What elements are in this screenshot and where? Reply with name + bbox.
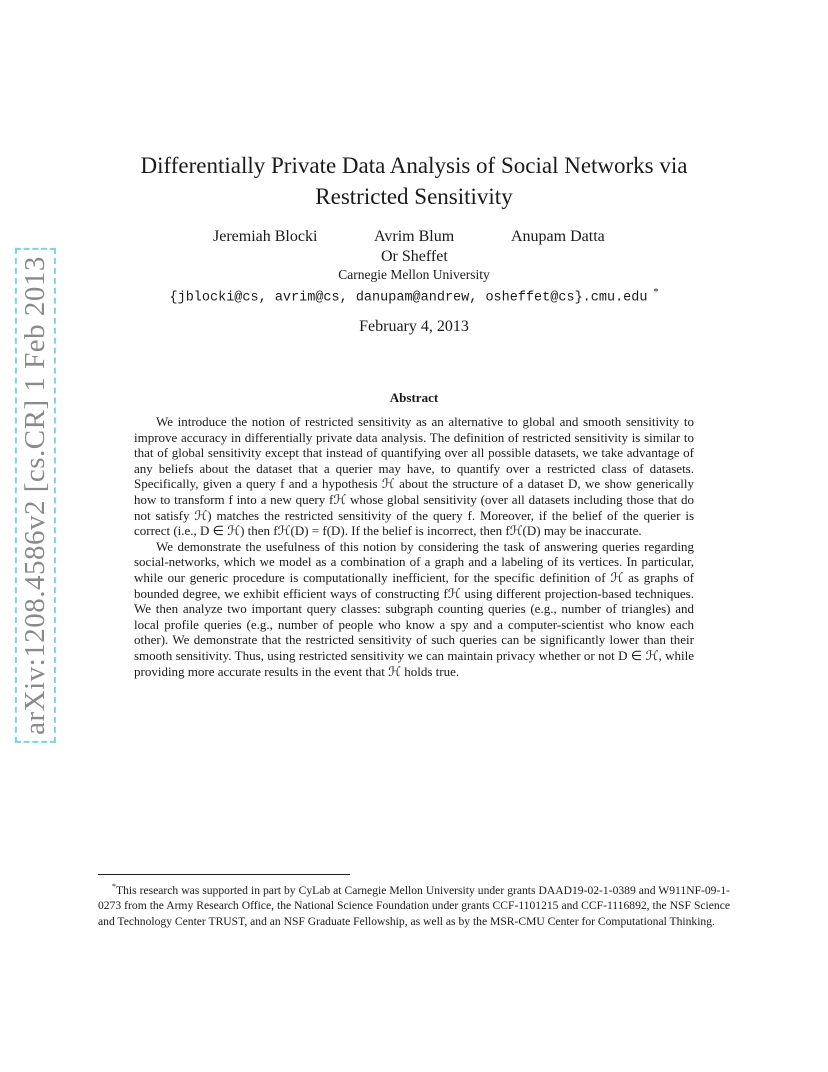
author-emails xyxy=(0,287,828,306)
author-name: Jeremiah Blocki xyxy=(213,228,318,245)
footnote-divider xyxy=(98,874,350,875)
abstract-paragraph: We introduce the notion of restricted sensitivity as an alternative to global and smooth sensitivity to improve accuracy in differentially private data analysis. The definition of restricted sensitivity is similar to that of global sensitivity except that instead of quantifying over all possible datasets, we take advantage of any beliefs about the dataset that a querier may have, to quantify over a restricted class of datasets. Specifically, given a query f and a hypothesis ℋ about the structure of a dataset D, we show generically how to transform f into a new query fℋ whose global sensitivity (over all datasets including those that do not satisfy ℋ) matches the restricted sensitivity of the query f. Moreover, if the belief of the querier is correct (i.e., D ∈ ℋ) then fℋ(D) = f(D). If the belief is incorrect, then fℋ(D) may be inaccurate. xyxy=(134,414,694,539)
footnote-text: This research was supported in part by CyLab at Carnegie Mellon University under grants DAAD19-02-1-0389 and W911NF-09-1-0273 from the Army Research Office, the National Science Foundation under grants CCF-1101215 and CCF-1116892, the NSF Science and Technology Center TRUST, and an NSF Graduate Fellowship, as well as by the MSR-CMU Center for Computational Thinking. xyxy=(98,883,730,929)
author-name: Or Sheffet xyxy=(381,248,448,265)
abstract-heading: Abstract xyxy=(389,390,439,405)
arxiv-identifier: arXiv:1208.4586v2 [cs.CR] 1 Feb 2013 xyxy=(15,248,56,743)
publication-date: February 4, 2013 xyxy=(359,318,469,335)
abstract-paragraph: We demonstrate the usefulness of this notion by considering the task of answering queries regarding social-networks, which we model as a combination of a graph and a labeling of its vertices. In particular, while our generic procedure is computationally inefficient, for the specific definition of ℋ as graphs of bounded degree, we exhibit efficient ways of constructing fℋ using different projection-based techniques. We then analyze two important query classes: subgraph counting queries (e.g., number of triangles) and local profile queries (e.g., number of people who know a spy and a computer-scientist who know each other). We demonstrate that the restricted sensitivity of such queries can be significantly lower than their smooth sensitivity. Thus, using restricted sensitivity we can maintain privacy whether or not D ∈ ℋ, while providing more accurate results in the event that ℋ holds true. xyxy=(134,538,694,679)
paper-title: Differentially Private Data Analysis of Social Networks via Restricted Sensitivity xyxy=(140,153,688,209)
email-addresses: {jblocki@cs, avrim@cs, danupam@andrew, osheffet@cs}.cmu.edu xyxy=(169,290,648,306)
author-name: Avrim Blum xyxy=(374,228,455,245)
arxiv-identifier-stamp xyxy=(14,255,56,735)
footnote-mark: * xyxy=(112,882,116,891)
footnote-marker: * xyxy=(653,287,659,298)
author-name: Anupam Datta xyxy=(511,228,605,245)
footnote xyxy=(98,879,730,930)
affiliation: Carnegie Mellon University xyxy=(338,267,490,282)
abstract-body xyxy=(134,414,694,679)
